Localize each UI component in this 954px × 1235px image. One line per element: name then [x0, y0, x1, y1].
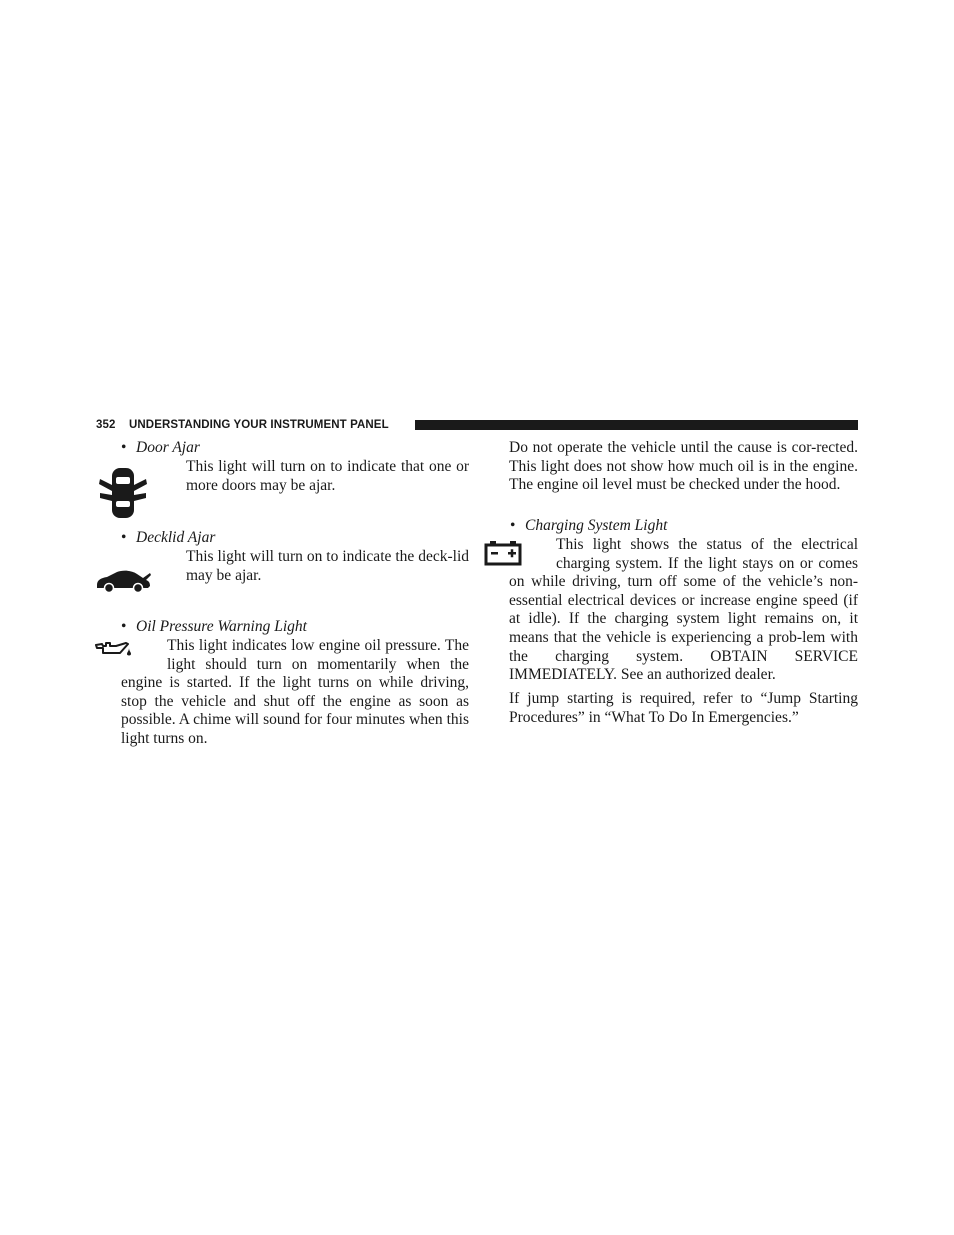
door-ajar-icon: [96, 465, 150, 521]
door-ajar-description: This light will turn on to indicate that one or more doors may be ajar.: [186, 458, 469, 494]
oil-continued-paragraph: Do not operate the vehicle until the cause is cor-rected. This light does not show how much oil is in the engine. The engine oil level must be checked under the hood.: [509, 439, 858, 494]
jump-start-note: If jump starting is required, refer to “Jump Starting Procedures” in “What To Do In Emergencies.”: [509, 690, 858, 726]
charging-system-title: Charging System Light: [525, 517, 668, 534]
oil-pressure-title: Oil Pressure Warning Light: [136, 618, 307, 635]
charging-system-heading: • Charging System Light: [510, 517, 668, 534]
oil-pressure-heading: • Oil Pressure Warning Light: [121, 618, 307, 635]
decklid-ajar-title: Decklid Ajar: [136, 529, 216, 546]
page-number: 352: [96, 419, 116, 431]
charging-system-description: This light shows the status of the electrical charging system. If the light stays on or comes on while driving, turn off some of the vehicle’s non-essential electrical devices or increase engine speed (if at idle). If the charging system light remains on, it means that the vehicle is experiencing a prob-lem with the charging system. OBTAIN SERVICE IMMEDIATELY. See an authorized dealer.: [509, 536, 858, 684]
oil-pressure-description: This light indicates low engine oil pressure. The light should turn on momentarily when the engine is started. If the light turns on while driving, stop the vehicle and shut off the engine as soon as possible. A chime will sound for four minutes when this light turns on.: [121, 637, 469, 747]
header-rule: [415, 420, 858, 430]
decklid-ajar-icon: [95, 569, 152, 593]
page-header: [96, 417, 858, 433]
decklid-ajar-heading: • Decklid Ajar: [121, 529, 216, 546]
door-ajar-heading: • Door Ajar: [121, 439, 200, 456]
section-title: UNDERSTANDING YOUR INSTRUMENT PANEL: [129, 419, 389, 431]
decklid-ajar-description: This light will turn on to indicate the deck-lid may be ajar.: [186, 548, 469, 584]
door-ajar-title: Door Ajar: [136, 439, 200, 456]
